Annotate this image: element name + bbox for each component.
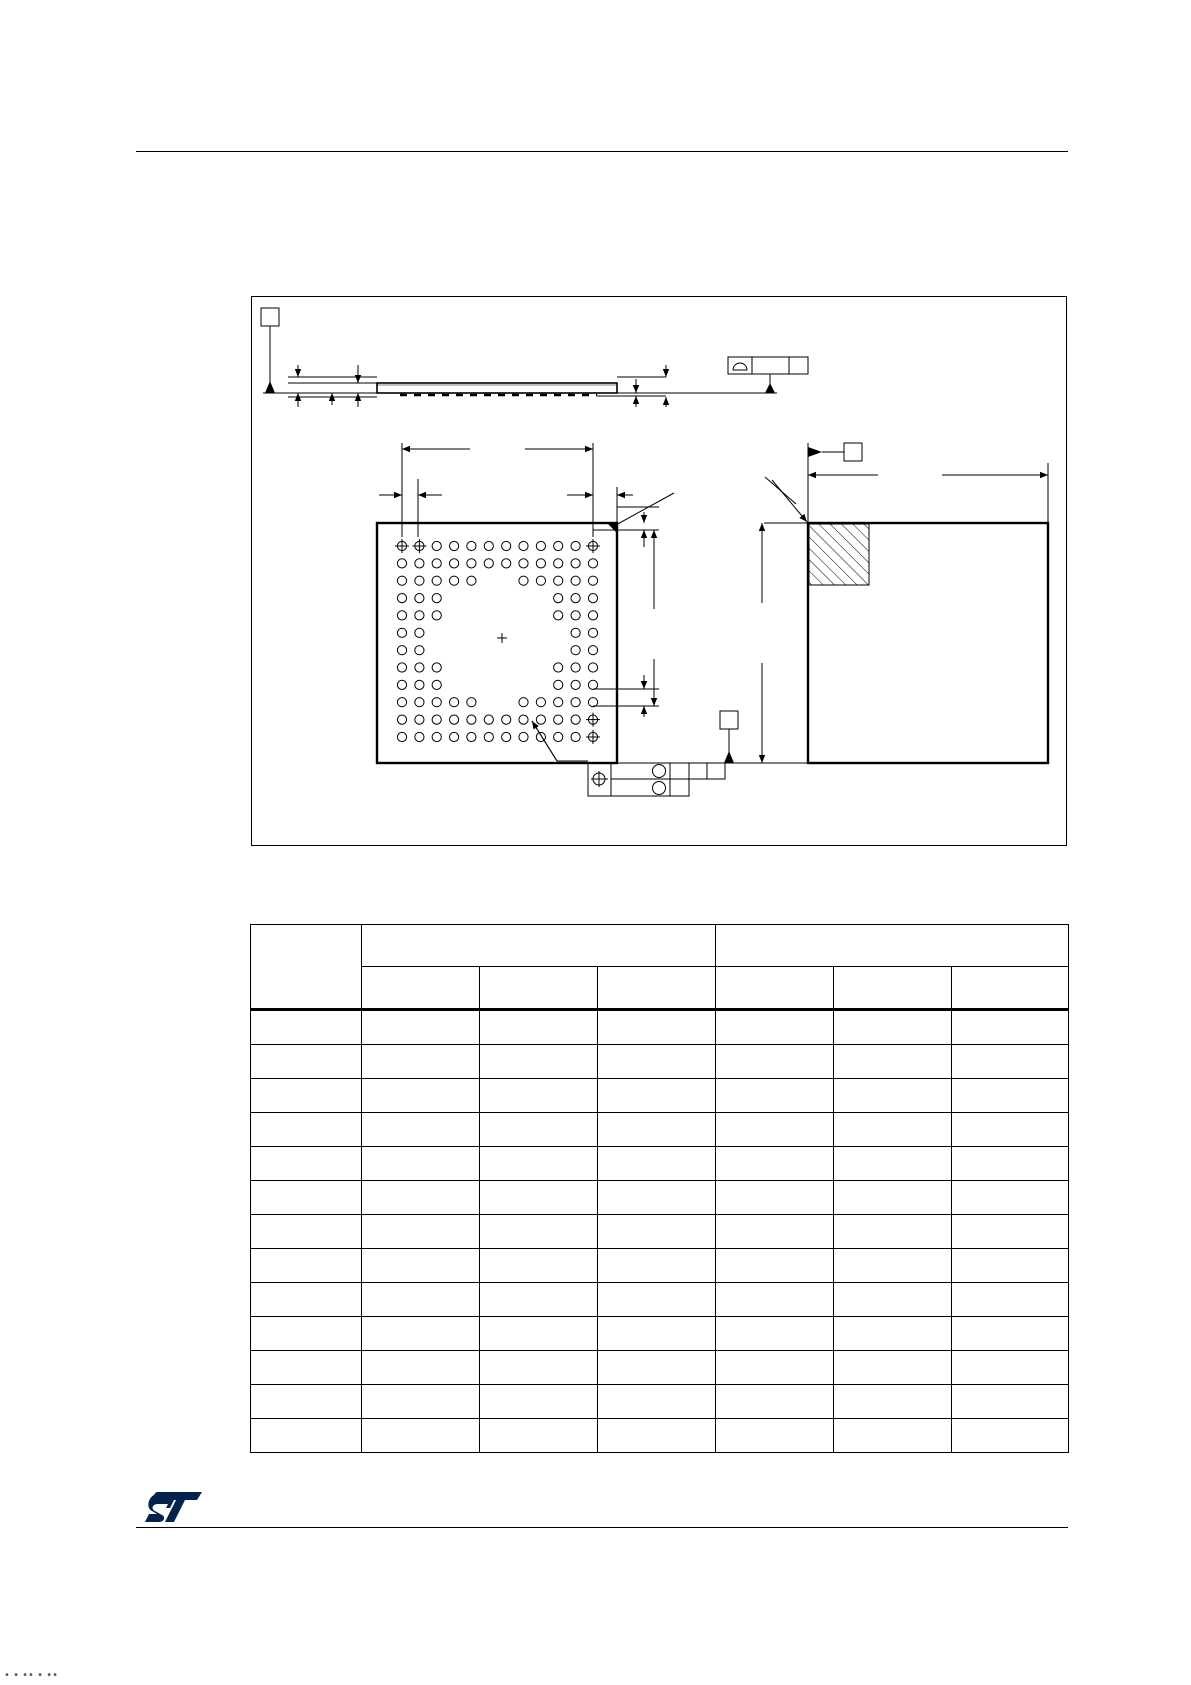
subheader [480,967,598,1010]
package-body-bottom [377,523,617,763]
solder-ball [415,628,424,637]
solder-ball [571,628,580,637]
solder-ball [554,663,563,672]
solder-ball [502,541,511,550]
value-cell [362,1113,480,1147]
value-cell [716,1385,834,1419]
value-cell [834,1079,952,1113]
solder-ball [554,732,563,741]
solder-ball [450,559,459,568]
value-cell [716,1079,834,1113]
symbol-cell [251,1317,362,1351]
value-cell [480,1351,598,1385]
solder-ball [519,559,528,568]
solder-ball [571,715,580,724]
solder-ball [397,698,406,707]
value-cell [362,1215,480,1249]
solder-ball [415,646,424,655]
solder-ball [467,698,476,707]
table-row [251,1317,1069,1351]
solder-ball [536,559,545,568]
solder-ball [571,680,580,689]
solder-ball [484,732,493,741]
solder-ball [588,680,597,689]
value-cell [598,1317,716,1351]
solder-ball [415,698,424,707]
solder-ball [588,559,597,568]
group-header-2 [716,925,1069,967]
table-row [251,1045,1069,1079]
value-cell [716,1351,834,1385]
value-cell [362,1419,480,1453]
dimensions-table [250,924,1069,1453]
solder-ball [571,576,580,585]
solder-ball [519,715,528,724]
value-cell [480,1385,598,1419]
table-row [251,1113,1069,1147]
value-cell [362,1045,480,1079]
solder-ball [432,594,441,603]
value-cell [716,1419,834,1453]
solder-ball [502,559,511,568]
solder-ball [519,541,528,550]
symbol-header [251,925,362,1010]
footer-rule [136,1527,1068,1528]
table-row [251,1419,1069,1453]
solder-ball [536,715,545,724]
value-cell [598,1385,716,1419]
value-cell [834,1317,952,1351]
value-cell [362,1181,480,1215]
package-outline-drawing [251,296,1067,846]
footer-fragment: • • •• • •• [4,1670,59,1681]
solder-ball [432,715,441,724]
value-cell [598,1045,716,1079]
solder-ball [571,732,580,741]
symbol-cell [251,1113,362,1147]
table-body [251,1010,1069,1453]
solder-ball [536,541,545,550]
solder-ball [432,611,441,620]
solder-ball [450,541,459,550]
solder-ball [571,663,580,672]
solder-ball [536,576,545,585]
solder-ball [571,594,580,603]
st-logo-mark [145,1492,202,1522]
solder-ball [588,646,597,655]
ball-array [395,539,600,744]
value-cell [716,1181,834,1215]
position-tolerance-frame [588,763,725,796]
value-cell [480,1317,598,1351]
solder-ball [397,732,406,741]
value-cell [362,1079,480,1113]
value-cell [952,1113,1069,1147]
value-cell [952,1010,1069,1045]
flatness-tolerance-frame [728,357,808,374]
solder-ball [554,576,563,585]
solder-ball [571,559,580,568]
solder-ball [432,680,441,689]
value-cell [952,1045,1069,1079]
value-cell [952,1317,1069,1351]
solder-ball [415,715,424,724]
solder-ball [571,698,580,707]
datum-box-c [261,308,279,326]
value-cell [480,1283,598,1317]
subheader [834,967,952,1010]
table-row [251,1181,1069,1215]
value-cell [716,1045,834,1079]
value-cell [480,1419,598,1453]
solder-ball [554,715,563,724]
mmc-circle-2 [653,782,666,795]
solder-ball [519,732,528,741]
bottom-view [377,443,725,796]
value-cell [952,1385,1069,1419]
value-cell [716,1147,834,1181]
symbol-cell [251,1181,362,1215]
value-cell [952,1147,1069,1181]
symbol-cell [251,1283,362,1317]
table-row [251,1147,1069,1181]
solder-ball [588,663,597,672]
a1-corner-mark [607,523,617,533]
value-cell [362,1249,480,1283]
value-cell [834,1181,952,1215]
value-cell [362,1385,480,1419]
table-row [251,1249,1069,1283]
value-cell [480,1181,598,1215]
symbol-cell [251,1147,362,1181]
symbol-cell [251,1351,362,1385]
solder-ball [536,698,545,707]
solder-ball [502,715,511,724]
subheader [716,967,834,1010]
top-view [720,443,1048,763]
subheader [952,967,1069,1010]
value-cell [598,1283,716,1317]
value-cell [598,1010,716,1045]
value-cell [598,1215,716,1249]
solder-ball [467,576,476,585]
solder-ball [432,663,441,672]
datum-box-b [844,443,862,461]
side-view [261,308,808,407]
symbol-cell [251,1385,362,1419]
solder-ball [415,680,424,689]
solder-ball [588,576,597,585]
subheader [362,967,480,1010]
solder-ball [467,559,476,568]
solder-ball [554,698,563,707]
solder-ball [554,541,563,550]
solder-ball [397,576,406,585]
solder-ball [397,646,406,655]
solder-ball [397,715,406,724]
value-cell [716,1249,834,1283]
value-cell [952,1249,1069,1283]
value-cell [598,1147,716,1181]
solder-ball [432,732,441,741]
value-cell [362,1351,480,1385]
value-cell [834,1147,952,1181]
table-row [251,1385,1069,1419]
solder-ball [467,715,476,724]
table-row [251,1351,1069,1385]
value-cell [598,1249,716,1283]
value-cell [480,1147,598,1181]
solder-ball [415,732,424,741]
solder-ball [432,576,441,585]
solder-ball [467,732,476,741]
value-cell [598,1113,716,1147]
solder-ball [519,576,528,585]
solder-ball [571,646,580,655]
value-cell [716,1215,834,1249]
solder-ball [415,594,424,603]
value-cell [834,1045,952,1079]
solder-ball [588,594,597,603]
solder-ball [415,576,424,585]
value-cell [598,1351,716,1385]
value-cell [834,1351,952,1385]
value-cell [834,1010,952,1045]
symbol-cell [251,1249,362,1283]
value-cell [716,1317,834,1351]
value-cell [834,1215,952,1249]
solder-ball [397,611,406,620]
solder-ball [484,559,493,568]
solder-ball [397,594,406,603]
table-row [251,1283,1069,1317]
value-cell [480,1113,598,1147]
subheader [598,967,716,1010]
solder-ball [432,541,441,550]
solder-ball [450,576,459,585]
mmc-circle-1 [653,765,666,778]
solder-ball [467,541,476,550]
solder-ball [397,680,406,689]
solder-ball [519,698,528,707]
solder-ball [554,680,563,689]
solder-ball [450,732,459,741]
table-row [251,1215,1069,1249]
solder-ball [450,715,459,724]
symbol-cell [251,1215,362,1249]
table-row [251,1079,1069,1113]
solder-ball [397,663,406,672]
solder-ball [571,541,580,550]
solder-ball [432,559,441,568]
value-cell [952,1351,1069,1385]
solder-ball [484,541,493,550]
value-cell [834,1113,952,1147]
value-cell [716,1113,834,1147]
value-cell [362,1317,480,1351]
solder-ball [450,698,459,707]
value-cell [834,1249,952,1283]
value-cell [480,1215,598,1249]
solder-ball [432,698,441,707]
solder-ball [397,628,406,637]
value-cell [834,1283,952,1317]
value-cell [480,1045,598,1079]
value-cell [716,1010,834,1045]
datum-box-a [720,711,738,729]
value-cell [834,1385,952,1419]
solder-ball [415,663,424,672]
value-cell [362,1010,480,1045]
surface-profile-icon [733,363,747,370]
solder-ball [588,611,597,620]
value-cell [952,1079,1069,1113]
package-body-side [377,383,617,393]
solder-ball [588,698,597,707]
solder-ball [484,715,493,724]
header-rule [136,151,1068,152]
solder-ball [397,559,406,568]
value-cell [480,1249,598,1283]
value-cell [716,1283,834,1317]
solder-ball [571,611,580,620]
symbol-cell [251,1010,362,1045]
value-cell [598,1181,716,1215]
value-cell [834,1419,952,1453]
value-cell [598,1419,716,1453]
st-logo [144,1490,204,1529]
symbol-cell [251,1079,362,1113]
solder-ball [554,559,563,568]
solder-ball [588,628,597,637]
value-cell [480,1079,598,1113]
value-cell [952,1283,1069,1317]
value-cell [598,1079,716,1113]
solder-ball [415,559,424,568]
value-cell [362,1283,480,1317]
solder-ball [554,611,563,620]
value-cell [952,1215,1069,1249]
solder-ball [415,611,424,620]
value-cell [480,1010,598,1045]
value-cell [952,1181,1069,1215]
value-cell [362,1147,480,1181]
value-cell [952,1419,1069,1453]
group-header-1 [362,925,716,967]
solder-ball [502,732,511,741]
symbol-cell [251,1419,362,1453]
pin1-hatched-area [809,524,869,585]
solder-ball [554,594,563,603]
symbol-cell [251,1045,362,1079]
table-row [251,1010,1069,1045]
